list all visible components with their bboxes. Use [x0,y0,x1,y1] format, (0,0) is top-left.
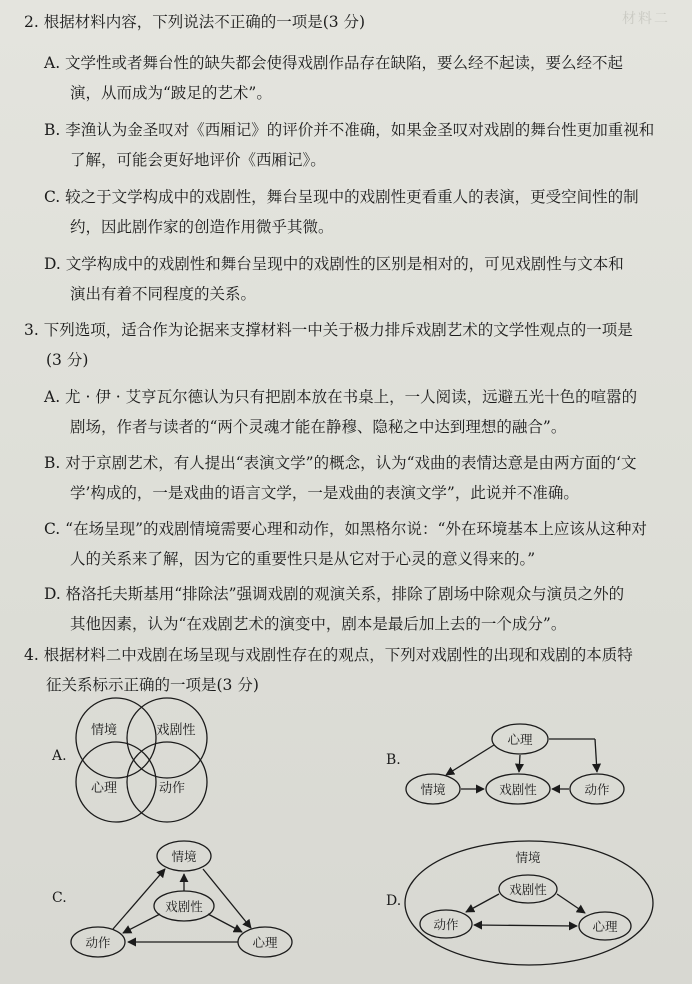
diagram-b-label: B. [386,752,401,768]
option-line: B. 对于京剧艺术，有人提出“表演文学”的概念，认为“戏曲的表情达意是由两方面的‘文 [44,454,637,472]
diagram-a-label: A. [52,748,67,764]
question-2-option-c [44,186,674,238]
option-line: 约，因此剧作家的创造作用微乎其微。 [70,218,334,236]
option-line: C. “在场呈现”的戏剧情境需要心理和动作，如黑格尔说：“外在环境基本上应该从这种对 [44,520,647,538]
diagram-d-node-xinli-shape [579,912,631,940]
diagram-b-node-xijuxing-shape [486,774,550,804]
diagram-d-arrow-1 [466,894,499,912]
diagram-b-arrow-3b [595,739,597,772]
option-line: A. 文学性或者舞台性的缺失都会使得戏剧作品存在缺陷，要么经不起读，要么经不起 [44,54,624,72]
diagram-c-node-xijuxing-shape [154,891,214,921]
diagram-d-outer-qingjing [405,841,653,965]
diagram-c-node-4: 心理 [252,935,278,950]
diagram-d-node-4: 心理 [592,919,618,934]
diagram-a-circle-dongzuo [127,742,207,822]
option-line: 演出有着不同程度的关系。 [70,285,257,303]
question-3-option-d [44,583,674,635]
option-line: 演，从而成为“跛足的艺术”。 [70,84,272,102]
stem-line: (3 分) [46,351,89,369]
option-line: B. 李渔认为金圣叹对《西厢记》的评价并不准确，如果金圣叹对戏剧的舞台性更加重视和 [44,121,655,139]
question-2-stem [24,11,674,33]
diagram-c-node-dongzuo-shape [71,927,125,957]
diagram-b-node-4: 动作 [584,782,610,797]
diagram-d-node-xijuxing-shape [499,875,557,903]
diagram-d-node-3: 动作 [433,917,459,932]
bleed-through-text: 材料二 [622,11,670,27]
question-2-option-b [44,119,674,171]
diagram-b [406,724,624,804]
diagram-b-node-2: 情境 [420,782,446,797]
option-line: 剧场，作者与读者的“两个灵魂才能在静穆、隐秘之中达到理想的融合”。 [70,418,567,436]
diagram-a-node-4: 动作 [158,781,186,796]
diagram-d-node-1: 情境 [515,850,541,865]
diagram-b-node-dongzuo-shape [570,774,624,804]
option-line: 其他因素，认为“在戏剧艺术的演变中，剧本是最后加上去的一个成分”。 [70,615,567,633]
diagram-a-node-3: 心理 [90,781,118,796]
diagram-a [76,698,207,822]
stem-line: 4. 根据材料二中戏剧在场呈现与戏剧性存在的观点，下列对戏剧性的出现和戏剧的本质特 [24,646,633,664]
diagram-c-arrow-5 [123,914,160,933]
diagram-d-arrow-3 [474,925,577,926]
diagram-c-node-qingjing-shape [157,841,211,871]
diagram-c [71,841,292,957]
diagram-b-arrow-1 [446,745,494,775]
diagram-d-node-2: 戏剧性 [509,882,547,897]
question-3-option-a [44,386,674,438]
diagram-c-arrow-1 [113,869,165,929]
diagram-c-node-1: 情境 [171,849,197,864]
question-4-stem [24,644,674,696]
diagram-a-circle-xijuxing [127,698,207,778]
diagram-d [405,841,653,965]
diagram-c-label: C. [52,890,67,906]
diagram-d-arrow-2 [557,894,585,913]
diagram-b-node-xinli-shape [492,724,548,754]
diagram-a-node-1: 情境 [90,723,118,738]
stem-line: 征关系标示正确的一项是(3 分) [46,676,259,694]
diagram-a-circle-xinli [76,742,156,822]
option-line: 学’构成的，一是戏曲的语言文学，一是戏曲的表演文学”，此说并不准确。 [70,484,579,502]
question-2-option-d [44,253,674,305]
question-3-stem [24,319,674,371]
diagram-a-node-2: 戏剧性 [156,723,196,738]
diagram-c-node-2: 戏剧性 [165,899,203,914]
stem-line: 3. 下列选项，适合作为论据来支撑材料一中关于极力排斥戏剧艺术的文学性观点的一项是 [24,321,633,339]
diagram-b-node-1: 心理 [507,732,533,747]
diagram-d-label: D. [386,893,402,909]
option-line: 了解，可能会更好地评价《西厢记》。 [70,151,326,169]
diagram-c-node-xinli-shape [238,927,292,957]
diagram-b-node-3: 戏剧性 [499,782,537,797]
diagram-b-node-qingjing-shape [406,774,460,804]
diagram-c-arrow-6 [208,914,242,932]
question-3-option-c [44,518,674,570]
diagram-c-arrow-2 [203,869,251,928]
question-3-option-b [44,452,674,504]
diagram-a-circle-qingjing [76,698,156,778]
diagram-c-node-3: 动作 [85,935,111,950]
diagram-d-node-dongzuo-shape [420,910,472,938]
option-line: C. 较之于文学构成中的戏剧性，舞台呈现中的戏剧性更看重人的表演，更受空间性的制 [44,188,639,206]
option-line: D. 文学构成中的戏剧性和舞台呈现中的戏剧性的区别是相对的，可见戏剧性与文本和 [44,255,624,273]
option-line: A. 尤 · 伊 · 艾亨瓦尔德认为只有把剧本放在书桌上，一人阅读，远避五光十色的喧嚣的 [44,388,638,406]
diagram-b-arrow-2 [519,755,520,772]
option-line: D. 格洛托夫斯基用“排除法”强调戏剧的观演关系，排除了剧场中除观众与演员之外的 [44,585,625,603]
option-line: 人的关系来了解，因为它的重要性只是从它对于心灵的意义得来的。” [70,550,536,568]
question-2-stem-text: 2. 根据材料内容，下列说法不正确的一项是(3 分) [24,13,366,31]
question-2-option-a [44,52,674,104]
